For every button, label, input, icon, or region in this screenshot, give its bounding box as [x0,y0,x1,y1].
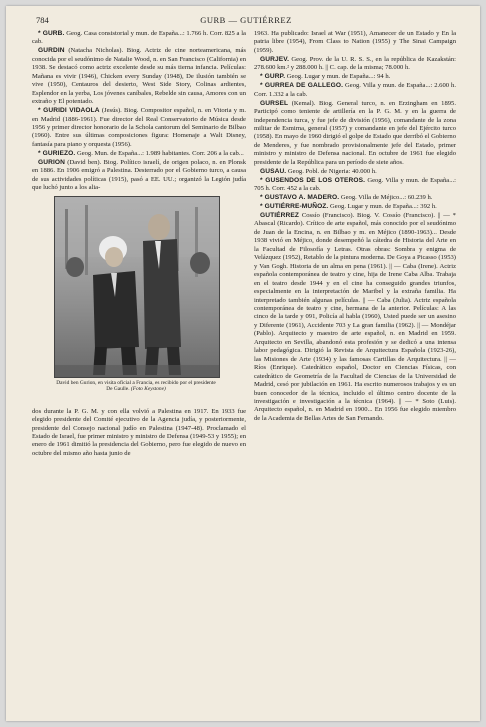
dictionary-entry [254,30,456,55]
dictionary-entry [32,159,246,193]
entry-text: (David ben). Biog. Político israelí, de origen polaco, n. en Plonsk en 1886. En 1906 emigró a Palestina. Desterrado por el Gobierno turco, a causa de sus actividades políticas (1915), pasó a EE. UU.; organizó la Legión judía que luchó junto a los alia- [32,158,246,192]
dictionary-entry [32,107,246,149]
entry-headword: GURSEL [260,99,289,107]
entry-headword: * GURP. [260,73,286,81]
dictionary-entry [254,73,456,81]
entry-headword: * GUSTAVO A. MADERO. [260,194,340,202]
entry-headword: * GURIEZO. [38,149,76,157]
entry-headword: GURDIN [38,47,65,55]
left-entries-top [32,30,246,193]
entry-headword: GURION [38,158,65,166]
entry-text: Geog. Mun. de España...: 1.989 habitantes. Corr. 206 a la cab... [76,149,244,157]
dictionary-entry [254,168,456,176]
entry-headword: * GURB. [38,30,65,37]
entry-text: Geog. Lugar y mun. de España...: 392 h. [330,203,437,211]
photo-image [54,196,220,378]
entry-headword: GUTIÉRREZ [260,212,299,220]
entry-text: Geog. Villa y mun. de España...: 2.600 h. Corr. 1.332 a la cab. [254,82,456,98]
entry-text: Geog. Lugar y mun. de España...: 94 h. [286,73,391,81]
entry-headword: GURJEV. [260,55,290,63]
entry-headword: * GURIDI VIDAOLA [38,107,100,115]
entry-headword: * GURREA DE GALLEGO. [260,82,343,90]
left-column [32,30,246,459]
entry-headword: GUSAU. [260,167,287,175]
dictionary-entry [32,47,246,106]
entry-text: dos durante la P. G. M. y con ella volvió a Palestina en 1917. En 1933 fue elegido presidente del Comité ejecutivo de la Agencia judía, y posteriormente, presidente del Consejo nacional judío en Palestina (1947-48). Proclamado el Estado de Israel, fue primer ministro y ministro de Defensa (1949-53 y 1955); en enero de 1961 dimitió la presidencia del Gobierno, pero fue elegido de nuevo en octubre del mismo año hasta junio de [32,407,246,457]
entry-text: Cossío (Francisco). Biog. V. Cossío (Francisco). || — * Abascal (Ricardo). Crítico de arte español, más conocido por el seudónimo de Juan de la Encina, n. en Bilbao y m. en Méjico (1890-1963)... Desde 1938 vivió en Méjico, donde desempeñó la cátedra de Historia del Arte en la Facultad de Filosofía y Letras. Otras obras: Sombra y enigma de Velázquez (1952), Retablo de la pintura moderna. De Goya a Picasso (1953) y Van Gogh. Historia de un alma en pena (1961). || — Caba (Irene). Actriz española contemporánea de teatro y cine, hija de Irene Caba Alba. Trabaja en el teatro desde 1944 y en el cine ha conseguido grandes triunfos, especialmente en la interpretación de Maribel y la extraña familia. Ha interpretado también algunas películas. || — Caba (Julia). Actriz española contemporánea de teatro y cine, hermana de la anterior. Películas: A las cinco de la tarde y 091, Policía al habla (1960), Usted puede ser un asesino y Diferente (1961), Accidente 703 y La gran familia (1962). || — Mondéjar (Pablo). Arquitecto y maestro de arte español, n. en Madrid en 1959. Arquitecto en Sevilla, abandonó esta profesión y se dedicó a una intensa labor pedagógica. Dirigió la Revista de Arquitectura Española (1923-26), las Misiones de Arte (1934) y las famosas Cartillas de Arquitectura. || — Ríos (Enrique). Catedrático español, Doctor en Ciencias Físicas, con catedrático de Geometría de la Facultad de Ciencias de la Universidad de Madrid, cesó por jubilación en 1961. Ha escrito numerosos trabajos y es un buen conocedor de la técnica, incluido el último centro docente de la investigación e investigación a la técnica (1964). || — * Soto (Luis). Arquitecto español, n. en Madrid en 1900... En 1956 fue elegido miembro de la Academia de Bellas Artes de San Fernando. [254,212,456,422]
right-entries [254,30,456,423]
page-header [36,15,456,27]
entry-text: Geog. Pobl. de Nigeria: 40.000 h. [287,167,377,175]
dictionary-entry [254,56,456,73]
photo-source: (Foto Keystone) [130,386,166,393]
dictionary-entry [32,150,246,158]
entry-text: Geog. Villa y mun. de España...: 705 h. Corr. 452 a la cab. [254,176,456,193]
entry-text: (Jesús). Biog. Compositor español, n. en Vitoria y m. en Madrid (1886-1961). Fue director del Real Conservatorio de Música desde 1956 y primer director honorario de la Schola cantorum del Seminario de Bilbao (1960). Entre sus últimas composiciones figura: Homenaje a Walt Disney, fantasía para piano y orquesta (1956). [32,107,246,148]
entry-text: Geog. Villa de Méjico...: 60.239 h. [340,194,433,202]
entry-text: (Natacha Nicholas). Biog. Actriz de cine norteamericana, más conocida por el seudónimo de Natalie Wood, n. en San Francisco (California) en 1938. Se destacó como actriz excelente desde su más tierna infancia. Películas: Mañana es vivir (1946), Chicken every Sunday (1948), De ilusión también se vive (1950), Centauros del desierto, West Side Story, Colinas ardientes, Esplendor en la yerba, Los jóvenes caníbales, Rebelde sin causa, Amores con un extraño y El potentado. [32,47,246,106]
page-number: 784 [36,15,49,25]
page-sheet [6,6,480,721]
running-head: GURB — GUTIÉRREZ [200,15,292,25]
entry-text: Geog. Prov. de la U. R. S. S., en la república de Kazakstán: 278.600 km.² y 288.000 h. || C. cap. de la misma; 78.000 h. [254,55,456,72]
dictionary-entry [254,212,456,423]
right-column [254,30,456,424]
left-entries-bottom [32,408,246,459]
dictionary-entry [32,408,246,459]
dictionary-entry [254,203,456,211]
photo-illustration [55,197,219,377]
dictionary-entry [254,100,456,168]
entry-text: 1963. Ha publicado: Israel at War (1951), Amanecer de un Estado y En la patria libre (1954), From Class to Nation (1955) y The Sinai Campaign (1959). [254,30,456,54]
entry-text: Geog. Casa consistorial y mun. de España...: 1.766 h. Corr. 825 a la cab. [32,30,246,46]
entry-text: (Kemal). Biog. General turco, n. en Erzingham en 1895. Participó como teniente de artillería en la P. G. M. y en la guerra de independencia turca, y fue jefe de división (1956), comandante de la zona militar de Esmirna, general (1957) y comandante en jefe del Ejército turco (1958). En mayo de 1960 dirigió el golpe de Estado que derribó el Gobierno de Menderes, y fue nombrado provisionalmente jefe del Estado, primer ministro y ministro de Defensa nacional. En octubre de 1961 fue elegido presidente de la República para un período de siete años. [254,99,456,166]
entry-headword: * GUTIÉRRE-MUÑOZ. [260,203,329,211]
photo-figure [32,196,246,406]
dictionary-entry [254,194,456,202]
dictionary-entry [254,177,456,194]
photo-caption [54,380,218,393]
entry-headword: * GUSENDOS DE LOS OTEROS. [260,176,366,184]
dictionary-entry [254,82,456,99]
photo-caption-text: David ben Gurion, en visita oficial a Francia, es recibido por el presidente De Gaulle. [56,379,216,393]
dictionary-entry [32,30,246,47]
